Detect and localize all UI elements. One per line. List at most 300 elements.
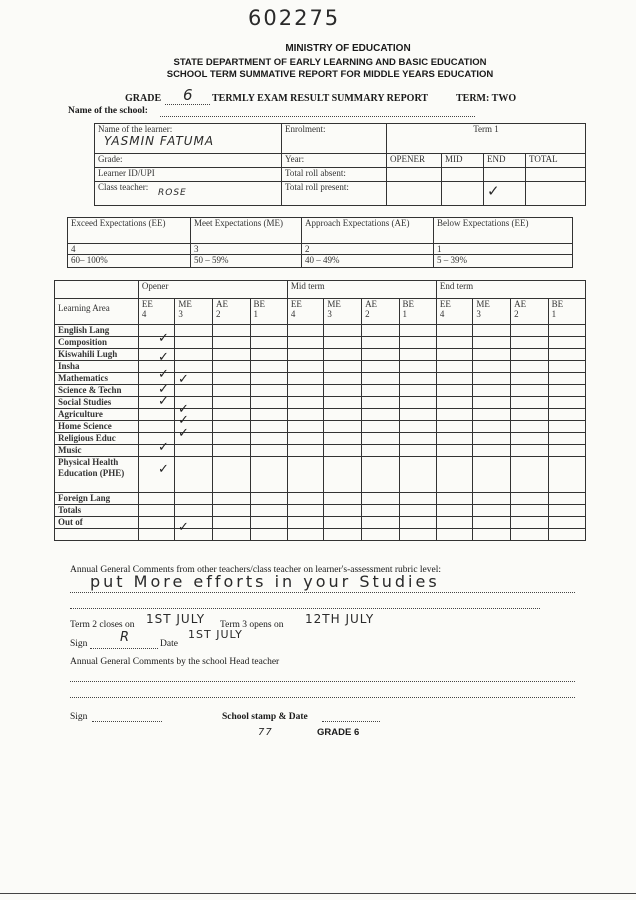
level-be-range: 5 – 39%	[434, 255, 573, 268]
grade-cell	[175, 457, 213, 493]
level-code: AE	[365, 299, 378, 309]
level-score: 1	[402, 309, 408, 319]
grade-cell	[548, 385, 585, 397]
group-opener: Opener	[138, 281, 287, 299]
group-endterm: End term	[436, 281, 585, 299]
grade-cell	[511, 373, 548, 385]
grade-cell	[473, 421, 511, 433]
grade-cell	[250, 337, 287, 349]
grade-cell	[250, 397, 287, 409]
sign2-line	[92, 721, 162, 722]
tick-mark: ✓	[178, 372, 189, 387]
grade-cell	[250, 421, 287, 433]
ministry-title: MINISTRY OF EDUCATION	[285, 43, 411, 54]
grade-cell	[473, 445, 511, 457]
grade-cell	[362, 529, 399, 541]
grade-cell	[399, 493, 436, 505]
grade-cell	[287, 385, 323, 397]
tick-mark: ✓	[178, 402, 189, 417]
learning-area-1: Composition	[55, 337, 139, 349]
level-header-me-0	[175, 299, 213, 325]
learning-area-4: Mathematics	[55, 373, 139, 385]
bottom-edge	[0, 893, 636, 894]
grade-cell	[213, 373, 250, 385]
grade-cell	[250, 325, 287, 337]
year-label: Year:	[282, 154, 387, 168]
grade-cell	[287, 529, 323, 541]
grade-cell	[324, 349, 362, 361]
school-name-label: Name of the school:	[68, 106, 148, 116]
grade-field-label: Grade:	[95, 154, 282, 168]
grade-cell	[399, 361, 436, 373]
grade-cell	[324, 409, 362, 421]
learner-info-table	[94, 123, 586, 206]
grade-cell	[138, 325, 174, 337]
grade-cell	[250, 445, 287, 457]
grade-cell	[436, 325, 472, 337]
level-score: 2	[216, 309, 221, 319]
grade-cell	[250, 349, 287, 361]
grade-cell	[548, 361, 585, 373]
grade-cell	[362, 361, 399, 373]
grade-cell	[511, 517, 548, 529]
grade-cell	[324, 385, 362, 397]
grade-cell	[138, 457, 174, 493]
grade-cell	[399, 337, 436, 349]
tick-mark: ✓	[158, 382, 169, 397]
grade-cell	[399, 445, 436, 457]
learning-area-7: Agriculture	[55, 409, 139, 421]
grade-cell	[473, 433, 511, 445]
grade-cell	[436, 529, 472, 541]
grade-cell	[399, 325, 436, 337]
grade-cell	[511, 361, 548, 373]
learner-name-cell	[95, 124, 282, 154]
footer-grade: GRADE 6	[317, 727, 360, 738]
col-end: END	[484, 154, 526, 168]
learning-area-6: Social Studies	[55, 397, 139, 409]
grade-cell	[324, 361, 362, 373]
stamp-line	[322, 721, 380, 722]
grade-cell	[548, 445, 585, 457]
grade-cell	[362, 433, 399, 445]
level-code: AE	[514, 299, 527, 309]
grade-cell	[213, 493, 250, 505]
level-score: 4	[290, 309, 296, 319]
grade-cell	[473, 505, 511, 517]
grade-cell	[473, 517, 511, 529]
grade-cell	[399, 397, 436, 409]
grade-cell	[436, 349, 472, 361]
grade-cell	[213, 385, 250, 397]
col-mid: MID	[442, 154, 484, 168]
level-me-score: 3	[191, 244, 302, 255]
grade-cell	[548, 493, 585, 505]
sign-label: Sign	[70, 639, 88, 649]
class-teacher-cell	[95, 182, 282, 206]
grade-cell	[362, 337, 399, 349]
grade-cell	[473, 361, 511, 373]
grade-cell	[548, 409, 585, 421]
level-ee-range: 60– 100%	[68, 255, 191, 268]
school-name-line	[160, 116, 475, 117]
grade-value: 6	[183, 86, 194, 104]
level-ae-range: 40 – 49%	[302, 255, 434, 268]
grade-cell	[175, 325, 213, 337]
tick-mark: ✓	[178, 520, 189, 535]
tick-mark: ✓	[158, 367, 169, 382]
date-label: Date	[160, 639, 178, 649]
level-code: BE	[402, 299, 415, 309]
grade-cell	[548, 505, 585, 517]
level-code: BE	[253, 299, 266, 309]
grade-cell	[473, 373, 511, 385]
grade-cell	[175, 505, 213, 517]
tick-mark: ✓	[158, 394, 169, 409]
grade-cell	[473, 349, 511, 361]
grade-cell	[138, 373, 174, 385]
grade-cell	[138, 349, 174, 361]
col-total: TOTAL	[526, 154, 586, 168]
grade-cell	[548, 421, 585, 433]
tick-mark: ✓	[158, 350, 169, 365]
grade-cell	[399, 421, 436, 433]
grade-cell	[324, 433, 362, 445]
grade-cell	[511, 421, 548, 433]
grade-cell	[362, 349, 399, 361]
grade-cell	[213, 325, 250, 337]
grade-cell	[213, 397, 250, 409]
grade-cell	[511, 457, 548, 493]
class-teacher-value: ROSE	[158, 188, 187, 198]
grade-cell	[324, 529, 362, 541]
grade-cell	[175, 361, 213, 373]
learning-area-header: Learning Area	[55, 299, 139, 325]
grade-cell	[436, 505, 472, 517]
sign2-label: Sign	[70, 712, 88, 722]
teacher-comment-value: put More efforts in your Studies	[90, 572, 440, 591]
level-me-title: Meet Expectations (ME)	[191, 218, 302, 244]
learner-name-label: Name of the learner:	[98, 124, 173, 134]
level-header-be-0	[250, 299, 287, 325]
grade-cell	[511, 529, 548, 541]
grade-cell	[287, 361, 323, 373]
grade-cell	[213, 349, 250, 361]
level-score: 3	[327, 309, 332, 319]
grade-cell	[511, 445, 548, 457]
grade-cell	[324, 493, 362, 505]
roll-present-label: Total roll present:	[282, 182, 387, 206]
grade-cell	[436, 445, 472, 457]
grade-cell	[324, 337, 362, 349]
level-score: 1	[253, 309, 258, 319]
grade-cell	[138, 445, 174, 457]
grade-cell	[250, 385, 287, 397]
grade-cell	[287, 325, 323, 337]
grade-cell	[175, 493, 213, 505]
level-code: ME	[178, 299, 192, 309]
tick-mark: ✓	[178, 426, 189, 441]
grade-cell	[213, 421, 250, 433]
learning-area-15	[55, 529, 139, 541]
grade-cell	[436, 409, 472, 421]
date-value: 1ST JULY	[188, 628, 243, 641]
grade-cell	[213, 445, 250, 457]
department-title: STATE DEPARTMENT OF EARLY LEARNING AND BASIC EDUCATION	[173, 57, 487, 68]
grade-cell	[362, 373, 399, 385]
level-header-ae-1	[362, 299, 399, 325]
grade-cell	[250, 505, 287, 517]
grade-cell	[436, 397, 472, 409]
grade-cell	[436, 373, 472, 385]
learning-area-12: Foreign Lang	[55, 493, 139, 505]
level-code: ME	[476, 299, 490, 309]
grade-cell	[473, 337, 511, 349]
grade-cell	[287, 517, 323, 529]
grade-cell	[362, 385, 399, 397]
grade-cell	[138, 361, 174, 373]
grade-cell	[436, 421, 472, 433]
grade-cell	[213, 529, 250, 541]
results-table	[54, 280, 586, 541]
term-label: TERM: TWO	[456, 93, 517, 104]
grade-cell	[287, 505, 323, 517]
grade-cell	[548, 433, 585, 445]
grade-cell	[138, 421, 174, 433]
head-line-2	[70, 697, 575, 698]
grade-cell	[324, 505, 362, 517]
tick-mark: ✓	[487, 182, 501, 200]
grade-cell	[399, 457, 436, 493]
learning-area-13: Totals	[55, 505, 139, 517]
term3-opens-value: 12TH JULY	[305, 612, 375, 626]
grade-cell	[511, 325, 548, 337]
grade-cell	[473, 529, 511, 541]
grade-cell	[362, 397, 399, 409]
grade-cell	[548, 325, 585, 337]
grade-cell	[287, 433, 323, 445]
grade-cell	[250, 493, 287, 505]
comment-line-2	[70, 608, 540, 609]
level-header-me-1	[324, 299, 362, 325]
grade-cell	[548, 349, 585, 361]
grade-underline	[165, 104, 210, 105]
grade-cell	[250, 409, 287, 421]
tick-mark: ✓	[158, 462, 169, 477]
grade-cell	[436, 433, 472, 445]
grade-cell	[213, 433, 250, 445]
comment-line-1	[70, 592, 575, 593]
grade-cell	[213, 361, 250, 373]
grade-cell	[324, 325, 362, 337]
grade-cell	[436, 385, 472, 397]
grade-cell	[436, 361, 472, 373]
level-score: 4	[439, 309, 445, 319]
grade-cell	[138, 517, 174, 529]
grade-cell	[138, 493, 174, 505]
end-tick-cell	[484, 182, 526, 206]
grade-label: GRADE	[125, 93, 162, 104]
grade-cell	[138, 409, 174, 421]
grade-cell	[213, 505, 250, 517]
grade-cell	[436, 337, 472, 349]
grade-cell	[287, 337, 323, 349]
grade-cell	[138, 529, 174, 541]
grade-cell	[287, 397, 323, 409]
term1-header: Term 1	[387, 124, 586, 154]
tick-mark: ✓	[158, 331, 169, 346]
tick-mark: ✓	[158, 440, 169, 455]
term2-closes-value: 1ST JULY	[146, 612, 206, 626]
level-be-score: 1	[434, 244, 573, 255]
grade-cell	[287, 349, 323, 361]
serial-number: 602275	[248, 6, 341, 30]
learning-area-0: English Lang	[55, 325, 139, 337]
learning-area-10: Music	[55, 445, 139, 457]
grade-cell	[324, 445, 362, 457]
grade-cell	[399, 385, 436, 397]
level-header-be-1	[399, 299, 436, 325]
grade-cell	[250, 517, 287, 529]
stamp-label: School stamp & Date	[222, 712, 308, 722]
level-ae-score: 2	[302, 244, 434, 255]
learning-area-3: Insha	[55, 361, 139, 373]
level-code: AE	[216, 299, 229, 309]
grade-cell	[511, 385, 548, 397]
level-me-range: 50 – 59%	[191, 255, 302, 268]
grade-cell	[324, 457, 362, 493]
grade-cell	[138, 433, 174, 445]
learner-id-label: Learner ID/UPI	[95, 168, 282, 182]
grade-cell	[362, 421, 399, 433]
grade-cell	[548, 457, 585, 493]
level-ee-score: 4	[68, 244, 191, 255]
grade-cell	[138, 505, 174, 517]
term3-opens-label: Term 3 opens on	[220, 620, 284, 630]
grade-cell	[548, 529, 585, 541]
learning-area-8: Home Science	[55, 421, 139, 433]
level-header-ae-0	[213, 299, 250, 325]
level-code: EE	[141, 299, 153, 309]
grade-cell	[473, 385, 511, 397]
grade-cell	[473, 409, 511, 421]
grade-cell	[548, 397, 585, 409]
grade-cell	[362, 457, 399, 493]
level-code: EE	[290, 299, 302, 309]
level-header-me-2	[473, 299, 511, 325]
grade-cell	[175, 445, 213, 457]
grade-cell	[287, 373, 323, 385]
enrolment-label: Enrolment:	[282, 124, 387, 154]
report-title: TERMLY EXAM RESULT SUMMARY REPORT	[212, 93, 428, 104]
sign-line	[90, 648, 158, 649]
grade-cell	[138, 385, 174, 397]
level-score: 1	[551, 309, 557, 319]
grade-cell	[324, 421, 362, 433]
grade-cell	[548, 373, 585, 385]
grade-cell	[511, 349, 548, 361]
class-teacher-label: Class teacher:	[98, 182, 149, 192]
grade-cell	[511, 337, 548, 349]
grade-cell	[287, 457, 323, 493]
col-opener: OPENER	[387, 154, 442, 168]
grade-cell	[511, 505, 548, 517]
grade-cell	[213, 337, 250, 349]
grade-cell	[399, 529, 436, 541]
level-header-ae-2	[511, 299, 548, 325]
level-be-title: Below Expectations (EE)	[434, 218, 573, 244]
grade-cell	[362, 505, 399, 517]
grade-cell	[287, 445, 323, 457]
grade-cell	[511, 397, 548, 409]
grade-cell	[362, 325, 399, 337]
grade-cell	[399, 517, 436, 529]
sign-value: R	[120, 630, 131, 645]
roll-absent-label: Total roll absent:	[282, 168, 387, 182]
grade-cell	[436, 493, 472, 505]
level-header-ee-1	[287, 299, 323, 325]
grade-cell	[399, 373, 436, 385]
grade-cell	[548, 337, 585, 349]
level-code: BE	[551, 299, 564, 309]
grade-cell	[324, 373, 362, 385]
level-code: EE	[439, 299, 451, 309]
grade-cell	[362, 517, 399, 529]
grade-cell	[138, 397, 174, 409]
learning-area-2: Kiswahili Lugh	[55, 349, 139, 361]
grade-cell	[362, 493, 399, 505]
grade-cell	[213, 517, 250, 529]
level-score: 3	[178, 309, 183, 319]
grade-cell	[473, 397, 511, 409]
grade-cell	[287, 409, 323, 421]
grade-cell	[250, 373, 287, 385]
grade-cell	[138, 337, 174, 349]
tick-mark: ✓	[178, 413, 189, 428]
term2-closes-label: Term 2 closes on	[70, 620, 135, 630]
grade-cell	[399, 505, 436, 517]
learning-area-9: Religious Educ	[55, 433, 139, 445]
level-score: 4	[141, 309, 147, 319]
level-header-ee-0	[138, 299, 174, 325]
head-line-1	[70, 681, 575, 682]
grade-cell	[213, 409, 250, 421]
teacher-comment-label: Annual General Comments from other teachers/class teacher on learner's-assessment rubric level:	[70, 565, 442, 575]
grade-cell	[511, 409, 548, 421]
grade-cell	[324, 397, 362, 409]
expectation-levels-table	[67, 217, 573, 268]
grade-cell	[511, 433, 548, 445]
head-comment-label: Annual General Comments by the school Head teacher	[70, 657, 280, 667]
learner-name-value: YASMIN FATUMA	[104, 134, 215, 148]
level-score: 2	[365, 309, 370, 319]
grade-cell	[250, 433, 287, 445]
level-ae-title: Approach Expectations (AE)	[302, 218, 434, 244]
grade-cell	[213, 457, 250, 493]
grade-cell	[250, 361, 287, 373]
footer-page: 77	[258, 727, 273, 738]
learning-area-5: Science & Techn	[55, 385, 139, 397]
grade-cell	[175, 337, 213, 349]
level-header-ee-2	[436, 299, 472, 325]
grade-cell	[473, 457, 511, 493]
grade-cell	[175, 349, 213, 361]
level-header-be-2	[548, 299, 585, 325]
grade-cell	[362, 409, 399, 421]
grade-cell	[250, 529, 287, 541]
grade-cell	[548, 517, 585, 529]
grade-cell	[250, 457, 287, 493]
